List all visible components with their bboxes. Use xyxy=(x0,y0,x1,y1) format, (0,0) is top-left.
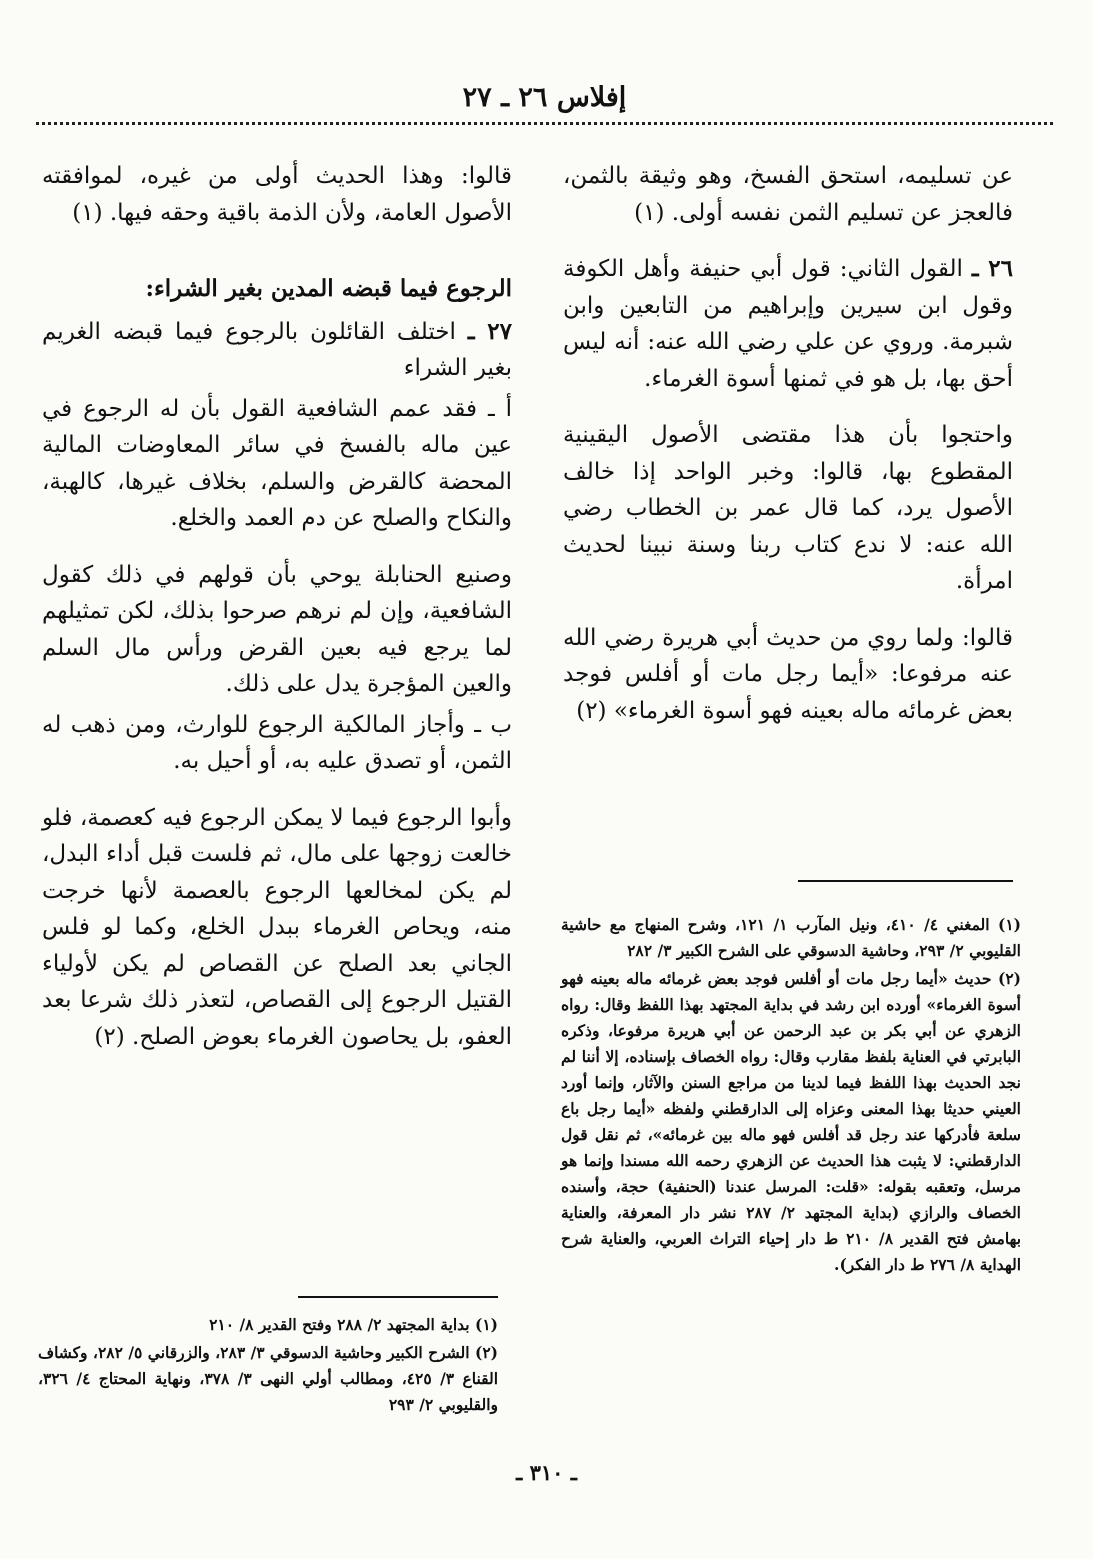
header-dotted-rule xyxy=(36,122,1053,125)
footnote: (٢) الشرح الكبير وحاشية الدسوقي ٣/ ٢٨٣، والزرقاني ٥/ ٢٨٢، وكشاف القناع ٣/ ٤٢٥، ومطالب أولي النهى ٣/ ٣٧٨، ونهاية المحتاج ٤/ ٣٢٦، والقليوبي ٢/ ٢٩٣ xyxy=(38,1343,499,1414)
page-header: إفلاس ٢٦ ـ ٢٧ xyxy=(462,82,627,113)
page-number: ـ ٣١٠ ـ xyxy=(516,1460,577,1485)
section-heading: الرجوع فيما قبضه المدين بغير الشراء: xyxy=(145,275,512,302)
paragraph-text: القول الثاني: قول أبي حنيفة وأهل الكوفة وقول ابن سيرين وإبراهيم من التابعين وابن شبرمة. وروي عن علي رضي الله عنه: أنه ليس أحق بها، بل هو في ثمنها أسوة الغرماء. xyxy=(563,256,1013,392)
section-number: ٢٦ ـ xyxy=(971,255,1014,282)
footnote-divider xyxy=(798,880,1013,882)
paragraph: وأبوا الرجوع فيما لا يمكن الرجوع فيه كعصمة، فلو خالعت زوجها على مال، ثم فلست قبل أداء البدل، لم يكن لمخالعها الرجوع بالعصمة لأنها خرجت منه، ويحاص الغرماء ببدل الخلع، وكما لو فلس الجاني بعد الصلح عن القصاص لم يكن لأولياء القتيل الرجوع إلى القصاص، لتعذر ذلك شرعا بعد العفو، بل يحاصون الغرماء بعوض الصلح. (٢) xyxy=(42,804,512,1050)
paragraph-26 xyxy=(563,251,1013,397)
footnote: (٢) حديث «أيما رجل مات أو أفلس فوجد بعض غرمائه ماله بعينه فهو أسوة الغرماء» أورده ابن رشد في بداية المجتهد بهذا اللفظ وقال: رواه الزهري عن أبي بكر بن عبد الرحمن عن أبي هريرة مرفوعا، وذكره البابرتي في العناية بلفظ مقارب وقال: رواه الخصاف بإسناده، إلا أننا لم نجد الحديث بهذا اللفظ فيما لدينا من مراجع السنن والآثار، وإنما أورد العيني حديثا بهذا المعنى وعزاه إلى الدارقطني ولفظه «أيما رجل باع سلعة فأدركها عند رجل قد أفلس فهو ماله بين غرمائه»، ثم نقل قول الدارقطني: لا يثبت هذا الحديث عن الزهري رحمه الله مسندا وإنما هو مرسل، وتعقبه بقوله: «قلت: المرسل عندنا (الحنفية) حجة، وأسنده الخصاف والرازي (بداية المجتهد ٢/ ٢٨٧ نشر دار المعرفة، والعناية بهامش فتح القدير ٨/ ٢١٠ ط دار إحياء التراث العربي، والعناية شرح الهداية ٨/ ٢٧٦ ط دار الفكر). xyxy=(561,969,1022,1274)
footnote: (١) المغني ٤/ ٤١٠، ونيل المآرب ١/ ١٢١، وشرح المنهاج مع حاشية القليوبي ٢/ ٢٩٣، وحاشية الدسوقي على الشرح الكبير ٣/ ٢٨٢ xyxy=(561,915,1021,960)
paragraph: أ ـ فقد عمم الشافعية القول بأن له الرجوع في عين ماله بالفسخ في سائر المعاوضات المالية المحضة كالقرض والسلم، بخلاف غيرها، كالهبة، والنكاح والصلح عن دم العمد والخلع. xyxy=(42,395,512,531)
footnotes-right xyxy=(561,912,1021,1280)
paragraph: واحتجوا بأن هذا مقتضى الأصول اليقينية المقطوع بها، قالوا: وخبر الواحد إذا خالف الأصول يرد، كما قال عمر بن الخطاب رضي الله عنه: لا ندع كتاب ربنا وسنة نبينا لحديث امرأة. xyxy=(563,422,1013,594)
footnotes-left xyxy=(38,1312,498,1420)
paragraph: قالوا: ولما روي من حديث أبي هريرة رضي الله عنه مرفوعا: «أيما رجل مات أو أفلس فوجد بعض غرمائه ماله بعينه فهو أسوة الغرماء» (٢) xyxy=(563,624,1013,724)
section-number: ٢٧ ـ xyxy=(467,317,512,345)
paragraph: وصنيع الحنابلة يوحي بأن قولهم في ذلك كقول الشافعية، وإن لم نرهم صرحوا بذلك، لكن تمثيلهم لما يرجع فيه بعين القرض ورأس مال السلم والعين المؤجرة يدل على ذلك. xyxy=(42,561,512,697)
paragraph: قالوا: وهذا الحديث أولى من غيره، لموافقته الأصول العامة، ولأن الذمة باقية وحقه فيها. (١) xyxy=(42,163,512,226)
right-column xyxy=(563,158,1013,749)
left-column xyxy=(42,158,512,1075)
paragraph: ب ـ وأجاز المالكية الرجوع للوارث، ومن ذهب له الثمن، أو تصدق عليه به، أو أحيل به. xyxy=(42,711,512,774)
paragraph: عن تسليمه، استحق الفسخ، وهو وثيقة بالثمن، فالعجز عن تسليم الثمن نفسه أولى. (١) xyxy=(563,163,1013,226)
paragraph-text: اختلف القائلون بالرجوع فيما قبضه الغريم بغير الشراء xyxy=(42,318,512,381)
paragraph-27 xyxy=(42,314,512,387)
footnote-divider xyxy=(298,1296,498,1298)
footnote: (١) بداية المجتهد ٢/ ٢٨٨ وفتح القدير ٨/ ٢١٠ xyxy=(209,1315,498,1334)
